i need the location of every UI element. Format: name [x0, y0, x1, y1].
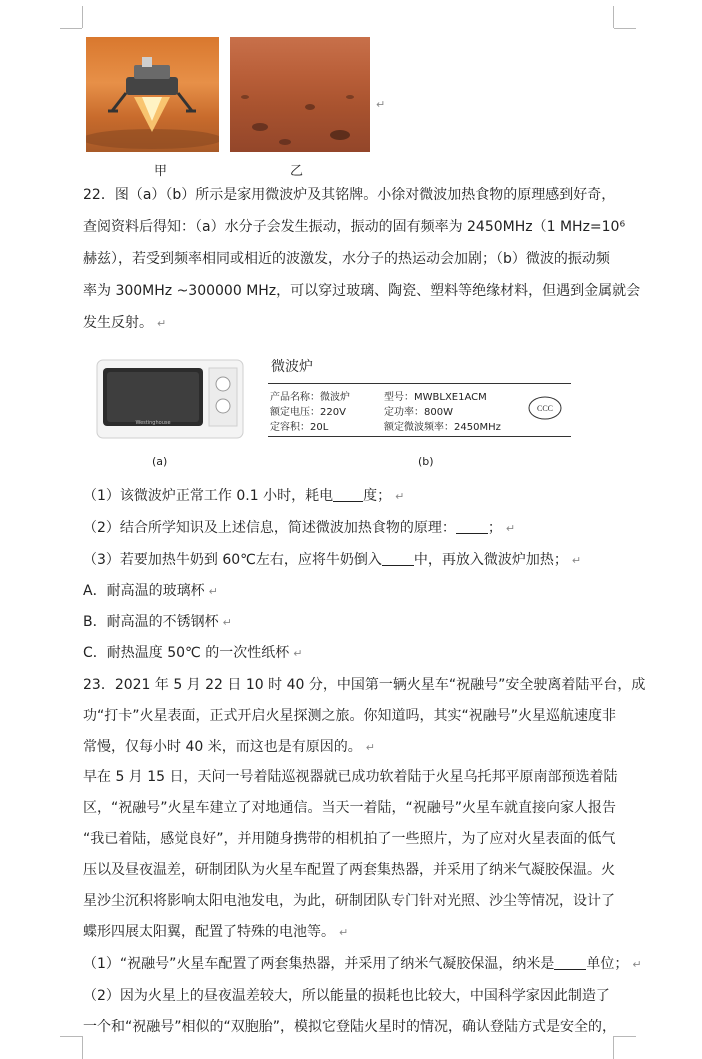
nameplate-product-name: 产品名称：微波炉: [270, 392, 350, 403]
answer-blank[interactable]: [382, 551, 414, 566]
crop-mark-top-right-v: [613, 6, 614, 28]
figure-caption-a: (a): [152, 455, 168, 468]
q23-sub-2: （2）因为火星上的昼夜温差较大，所以能量的损耗也比较大，中国科学家因此制造了: [83, 988, 610, 1004]
q23-line-3: 常慢，仅每小时 40 米，而这也是有原因的。 ↵: [83, 739, 375, 755]
answer-blank[interactable]: [554, 955, 586, 970]
nameplate-rated-power: 定功率：800W: [384, 407, 453, 418]
crop-mark-bottom-right-v: [613, 1036, 614, 1059]
crop-mark-top-right-h: [614, 28, 636, 29]
q23-para2-line-6: 蝶形四展太阳翼，配置了特殊的电池等。 ↵: [83, 924, 349, 940]
q22-option-c: C．耐热温度 50℃ 的一次性纸杯 ↵: [83, 645, 303, 661]
rocks-icon: [230, 37, 370, 152]
nameplate-frequency: 额定微波频率：2450MHz: [384, 422, 501, 433]
answer-blank[interactable]: [333, 487, 363, 502]
mars-surface-photo: [230, 37, 370, 152]
q23-sub-1: （1）“祝融号”火星车配置了两套集热器，并采用了纳米气凝胶保温，纳米是 单位； ↵: [83, 956, 642, 972]
q22-sub-3: （3）若要加热牛奶到 60℃左右，应将牛奶倒入 中，再放入微波炉加热； ↵: [83, 552, 582, 568]
q22-sub-2: （2）结合所学知识及上述信息，简述微波加热食物的原理： ； ↵: [83, 520, 516, 536]
lander-icon: [86, 37, 219, 152]
figure-caption-jia: 甲: [154, 164, 168, 179]
nameplate-title: 微波炉: [271, 359, 313, 375]
q23-line-1: 23．2021 年 5 月 22 日 10 时 40 分，中国第一辆火星车“祝融号”安全驶离着陆平台，成: [83, 677, 646, 693]
crop-mark-bottom-left-v: [82, 1036, 83, 1059]
nameplate: [268, 383, 571, 437]
microwave-brand-label: Westinghouse: [135, 420, 171, 426]
q23-para2-line-1: 早在 5 月 15 日，天问一号着陆巡视器就已成功软着陆于火星乌托邦平原南部预选着陆: [83, 769, 618, 785]
q22-line-5: 发生反射。 ↵: [83, 315, 167, 331]
ccc-logo-text: CCC: [536, 404, 554, 413]
q22-line-2: 查阅资料后得知：（a）水分子会发生振动，振动的固有频率为 2450MHz（1 MHz=10⁶: [83, 219, 626, 235]
q22-option-a: A．耐高温的玻璃杯 ↵: [83, 583, 218, 599]
q23-line-2: 功“打卡”火星表面，正式开启火星探测之旅。你知道吗，其实“祝融号”火星巡航速度非: [83, 708, 617, 724]
q22-option-b: B．耐高温的不锈钢杯 ↵: [83, 614, 232, 630]
q23-para2-line-2: 区，“祝融号”火星车建立了对地通信。当天一着陆，“祝融号”火星车就直接向家人报告: [83, 800, 617, 816]
figure-caption-yi: 乙: [290, 164, 304, 179]
q22-line-4: 率为 300MHz ~300000 MHz，可以穿过玻璃、陶瓷、塑料等绝缘材料，但遇到金属就会: [83, 283, 641, 299]
ccc-logo-icon: [528, 396, 562, 420]
microwave-image: [95, 358, 245, 440]
nameplate-capacity: 定容积：20L: [270, 422, 329, 433]
q23-sub-2-cont: 一个和“祝融号”相似的“双胞胎”，模拟它登陆火星时的情况，确认登陆方式是安全的，: [83, 1019, 617, 1035]
q22-line-3: 赫兹），若受到频率相同或相近的波激发，水分子的热运动会加剧；（b）微波的振动频: [83, 251, 610, 267]
nameplate-model: 型号：MWBLXE1ACM: [384, 392, 487, 403]
crop-mark-top-left-h: [60, 28, 82, 29]
lander-photo: [86, 37, 219, 152]
q23-para2-line-5: 星沙尘沉积将影响太阳电池发电，为此，研制团队专门针对光照、沙尘等情况，设计了: [83, 893, 615, 909]
answer-blank[interactable]: [456, 519, 488, 534]
paragraph-mark: ↵: [376, 98, 386, 111]
crop-mark-bottom-right-h: [614, 1036, 636, 1037]
q22-line-1: 22．图（a）（b）所示是家用微波炉及其铭牌。小徐对微波加热食物的原理感到好奇，: [83, 187, 616, 203]
q23-para2-line-4: 压以及昼夜温差，研制团队为火星车配置了两套集热器，并采用了纳米气凝胶保温。火: [83, 862, 615, 878]
q23-para2-line-3: “我已着陆，感觉良好”，并用随身携带的相机拍了一些照片，为了应对火星表面的低气: [83, 831, 616, 847]
crop-mark-bottom-left-h: [60, 1036, 82, 1037]
q22-sub-1: （1）该微波炉正常工作 0.1 小时，耗电 度； ↵: [83, 488, 405, 504]
figure-caption-b: (b): [418, 455, 434, 468]
crop-mark-top-left-v: [82, 6, 83, 28]
nameplate-rated-voltage: 额定电压：220V: [270, 407, 346, 418]
